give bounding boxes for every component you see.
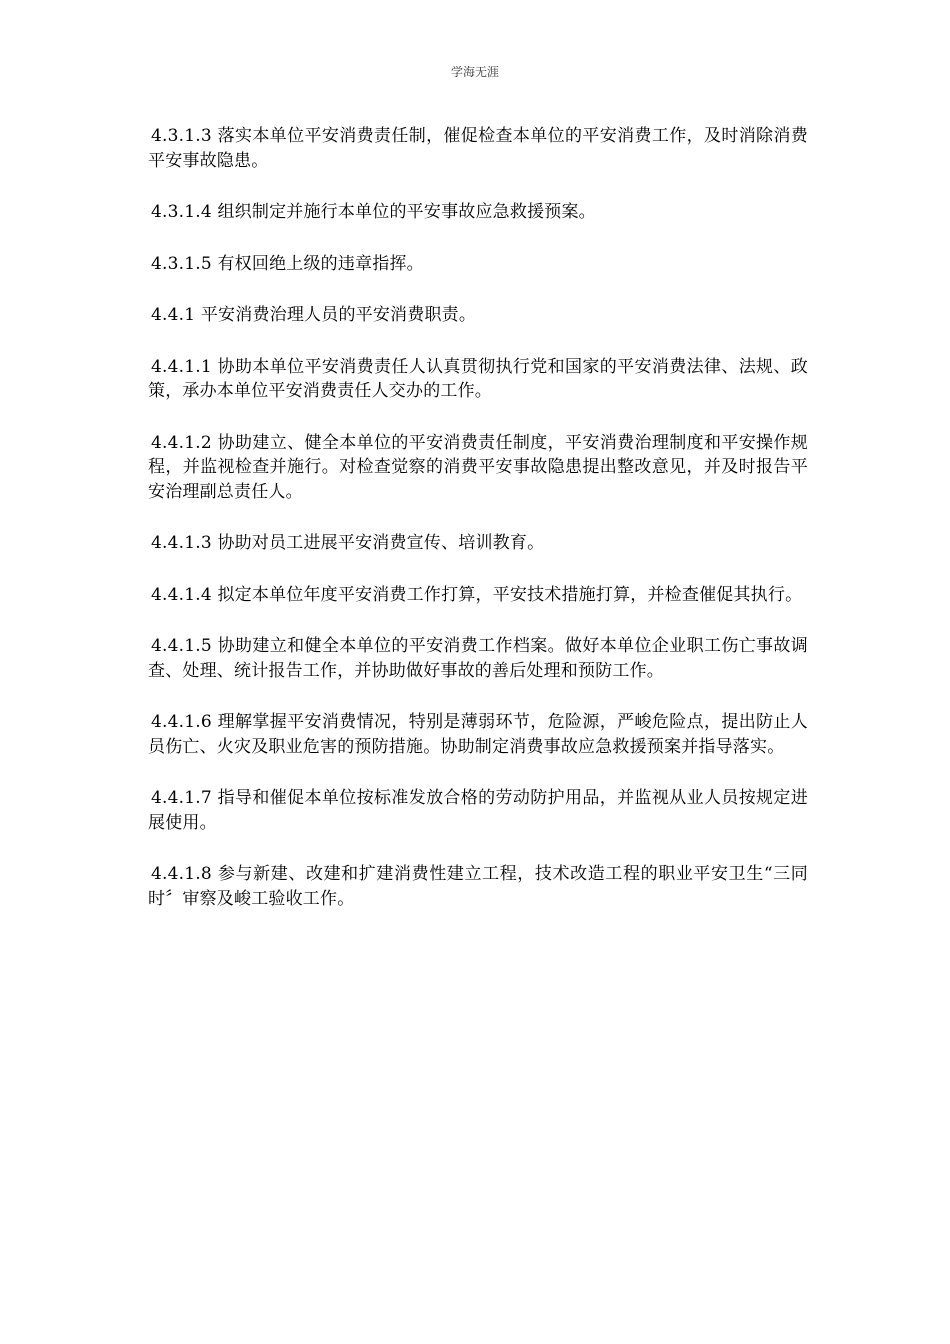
paragraph-4-4-1-8: 4.4.1.8 参与新建、改建和扩建消费性建立工程，技术改造工程的职业平安卫生“三同时〞审察及峻工验收工作。 bbox=[148, 864, 808, 909]
paragraph-4-4-1-5: 4.4.1.5 协助建立和健全本单位的平安消费工作档案。做好本单位企业职工伤亡事故调查、处理、统计报告工作，并协助做好事故的善后处理和预防工作。 bbox=[148, 636, 808, 681]
paragraph-4-4-1-1: 4.4.1.1 协助本单位平安消费责任人认真贯彻执行党和国家的平安消费法律、法规、政策，承办本单位平安消费责任人交办的工作。 bbox=[148, 356, 808, 401]
paragraph-4-4-1-4: 4.4.1.4 拟定本单位年度平安消费工作打算，平安技术措施打算，并检查催促其执行。 bbox=[151, 584, 803, 605]
paragraph-4-3-1-3: 4.3.1.3 落实本单位平安消费责任制，催促检查本单位的平安消费工作，及时消除消费平安事故隐患。 bbox=[148, 126, 808, 171]
page-header: 学海无涯 bbox=[450, 65, 499, 79]
paragraph-4-4-1: 4.4.1 平安消费治理人员的平安消费职责。 bbox=[151, 305, 477, 325]
paragraph-4-3-1-4: 4.3.1.4 组织制定并施行本单位的平安事故应急救援预案。 bbox=[151, 202, 596, 222]
document-body bbox=[148, 124, 808, 938]
paragraph-4-3-1-5: 4.3.1.5 有权回绝上级的违章指挥。 bbox=[151, 253, 424, 274]
paragraph-4-4-1-2: 4.4.1.2 协助建立、健全本单位的平安消费责任制度，平安消费治理制度和平安操作规程，并监视检查并施行。对检查觉察的消费平安事故隐患提出整改意见，并及时报告平安治理副总责任人。 bbox=[148, 432, 808, 502]
paragraph-4-4-1-3: 4.4.1.3 协助对员工进展平安消费宣传、培训教育。 bbox=[151, 533, 545, 553]
paragraph-4-4-1-7: 4.4.1.7 指导和催促本单位按标准发放合格的劳动防护用品，并监视从业人员按规定进展使用。 bbox=[148, 788, 808, 833]
paragraph-4-4-1-6: 4.4.1.6 理解掌握平安消费情况，特别是薄弱环节，危险源，严峻危险点，提出防止人员伤亡、火灾及职业危害的预防措施。协助制定消费事故应急救援预案并指导落实。 bbox=[148, 712, 808, 757]
